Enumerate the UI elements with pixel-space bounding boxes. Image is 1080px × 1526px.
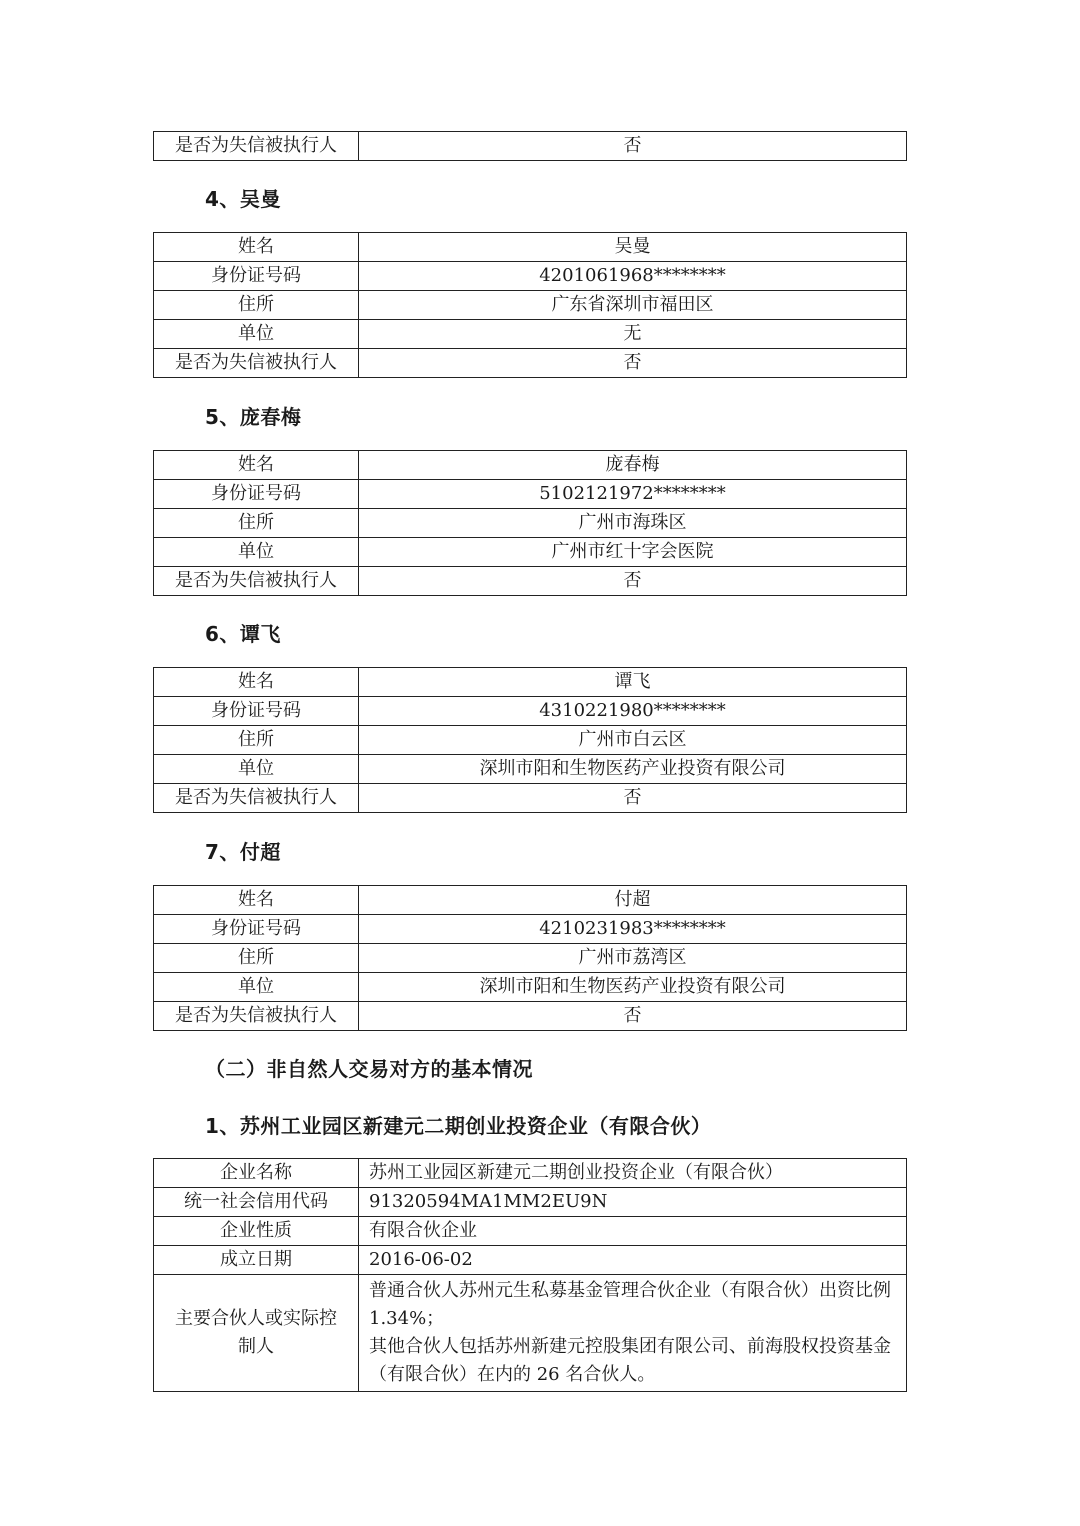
row-label: 住所 (154, 944, 359, 973)
row-label: 住所 (154, 726, 359, 755)
table-top-fragment (153, 131, 907, 161)
table-row (154, 538, 907, 567)
partners-value (359, 1275, 907, 1392)
table-row (154, 451, 907, 480)
section-heading: （二）非自然人交易对方的基本情况 (205, 1057, 533, 1081)
table-row (154, 1159, 907, 1188)
row-value: 广州市海珠区 (359, 509, 907, 538)
table-row (154, 697, 907, 726)
table-row (154, 973, 907, 1002)
row-value: 苏州工业园区新建元二期创业投资企业（有限合伙） (359, 1159, 907, 1188)
row-label: 住所 (154, 291, 359, 320)
person-table (153, 885, 907, 1031)
row-value: 付超 (359, 886, 907, 915)
row-value: 吴曼 (359, 233, 907, 262)
table-row (154, 784, 907, 813)
row-value: 4210231983******** (359, 915, 907, 944)
table-row (154, 1188, 907, 1217)
row-label: 身份证号码 (154, 480, 359, 509)
person-heading: 5、庞春梅 (205, 405, 302, 429)
table-row (154, 886, 907, 915)
row-label: 是否为失信被执行人 (154, 349, 359, 378)
row-value: 深圳市阳和生物医药产业投资有限公司 (359, 755, 907, 784)
row-label: 单位 (154, 320, 359, 349)
row-label: 单位 (154, 538, 359, 567)
table-row (154, 1275, 907, 1392)
person-table (153, 450, 907, 596)
row-label: 是否为失信被执行人 (154, 132, 359, 161)
table-row (154, 262, 907, 291)
row-label: 单位 (154, 973, 359, 1002)
table-row (154, 944, 907, 973)
company-heading: 1、苏州工业园区新建元二期创业投资企业（有限合伙） (205, 1114, 712, 1138)
row-label: 是否为失信被执行人 (154, 1002, 359, 1031)
row-label: 成立日期 (154, 1246, 359, 1275)
person-table (153, 232, 907, 378)
row-label: 统一社会信用代码 (154, 1188, 359, 1217)
person-heading: 7、付超 (205, 840, 281, 864)
partners-line-1: 普通合伙人苏州元生私募基金管理合伙企业（有限合伙）出资比例 1.34%； (369, 1280, 891, 1329)
row-value: 2016-06-02 (359, 1246, 907, 1275)
company-table (153, 1158, 907, 1392)
row-value: 庞春梅 (359, 451, 907, 480)
table-row (154, 1002, 907, 1031)
table-row (154, 509, 907, 538)
table-row (154, 668, 907, 697)
row-label: 身份证号码 (154, 915, 359, 944)
table-row (154, 1246, 907, 1275)
row-value: 广州市荔湾区 (359, 944, 907, 973)
row-label: 单位 (154, 755, 359, 784)
row-label: 企业名称 (154, 1159, 359, 1188)
row-value: 有限合伙企业 (359, 1217, 907, 1246)
table-row (154, 726, 907, 755)
table-row (154, 1217, 907, 1246)
person-heading: 6、谭飞 (205, 622, 281, 646)
row-value: 否 (359, 349, 907, 378)
partners-label: 主要合伙人或实际控制人 (154, 1275, 359, 1392)
row-value: 91320594MA1MM2EU9N (359, 1188, 907, 1217)
row-label: 是否为失信被执行人 (154, 567, 359, 596)
table-row (154, 291, 907, 320)
table-row (154, 755, 907, 784)
row-value: 广州市红十字会医院 (359, 538, 907, 567)
row-value: 5102121972******** (359, 480, 907, 509)
table-row (154, 132, 907, 161)
partners-line-2: 其他合伙人包括苏州新建元控股集团有限公司、前海股权投资基金（有限合伙）在内的 26 名合伙人。 (369, 1336, 891, 1385)
row-value: 4201061968******** (359, 262, 907, 291)
person-table (153, 667, 907, 813)
table-row (154, 480, 907, 509)
row-label: 姓名 (154, 886, 359, 915)
person-heading: 4、吴曼 (205, 187, 281, 211)
row-value: 否 (359, 567, 907, 596)
table-row (154, 320, 907, 349)
row-label: 姓名 (154, 668, 359, 697)
row-value: 广州市白云区 (359, 726, 907, 755)
row-label: 身份证号码 (154, 697, 359, 726)
table-row (154, 915, 907, 944)
row-value: 谭飞 (359, 668, 907, 697)
row-value: 否 (359, 132, 907, 161)
row-value: 否 (359, 784, 907, 813)
row-label: 姓名 (154, 451, 359, 480)
row-value: 4310221980******** (359, 697, 907, 726)
row-value: 否 (359, 1002, 907, 1031)
row-label: 身份证号码 (154, 262, 359, 291)
row-value: 无 (359, 320, 907, 349)
row-label: 是否为失信被执行人 (154, 784, 359, 813)
row-label: 住所 (154, 509, 359, 538)
table-row (154, 349, 907, 378)
row-label: 姓名 (154, 233, 359, 262)
row-value: 广东省深圳市福田区 (359, 291, 907, 320)
row-label: 企业性质 (154, 1217, 359, 1246)
row-value: 深圳市阳和生物医药产业投资有限公司 (359, 973, 907, 1002)
table-row (154, 233, 907, 262)
table-row (154, 567, 907, 596)
